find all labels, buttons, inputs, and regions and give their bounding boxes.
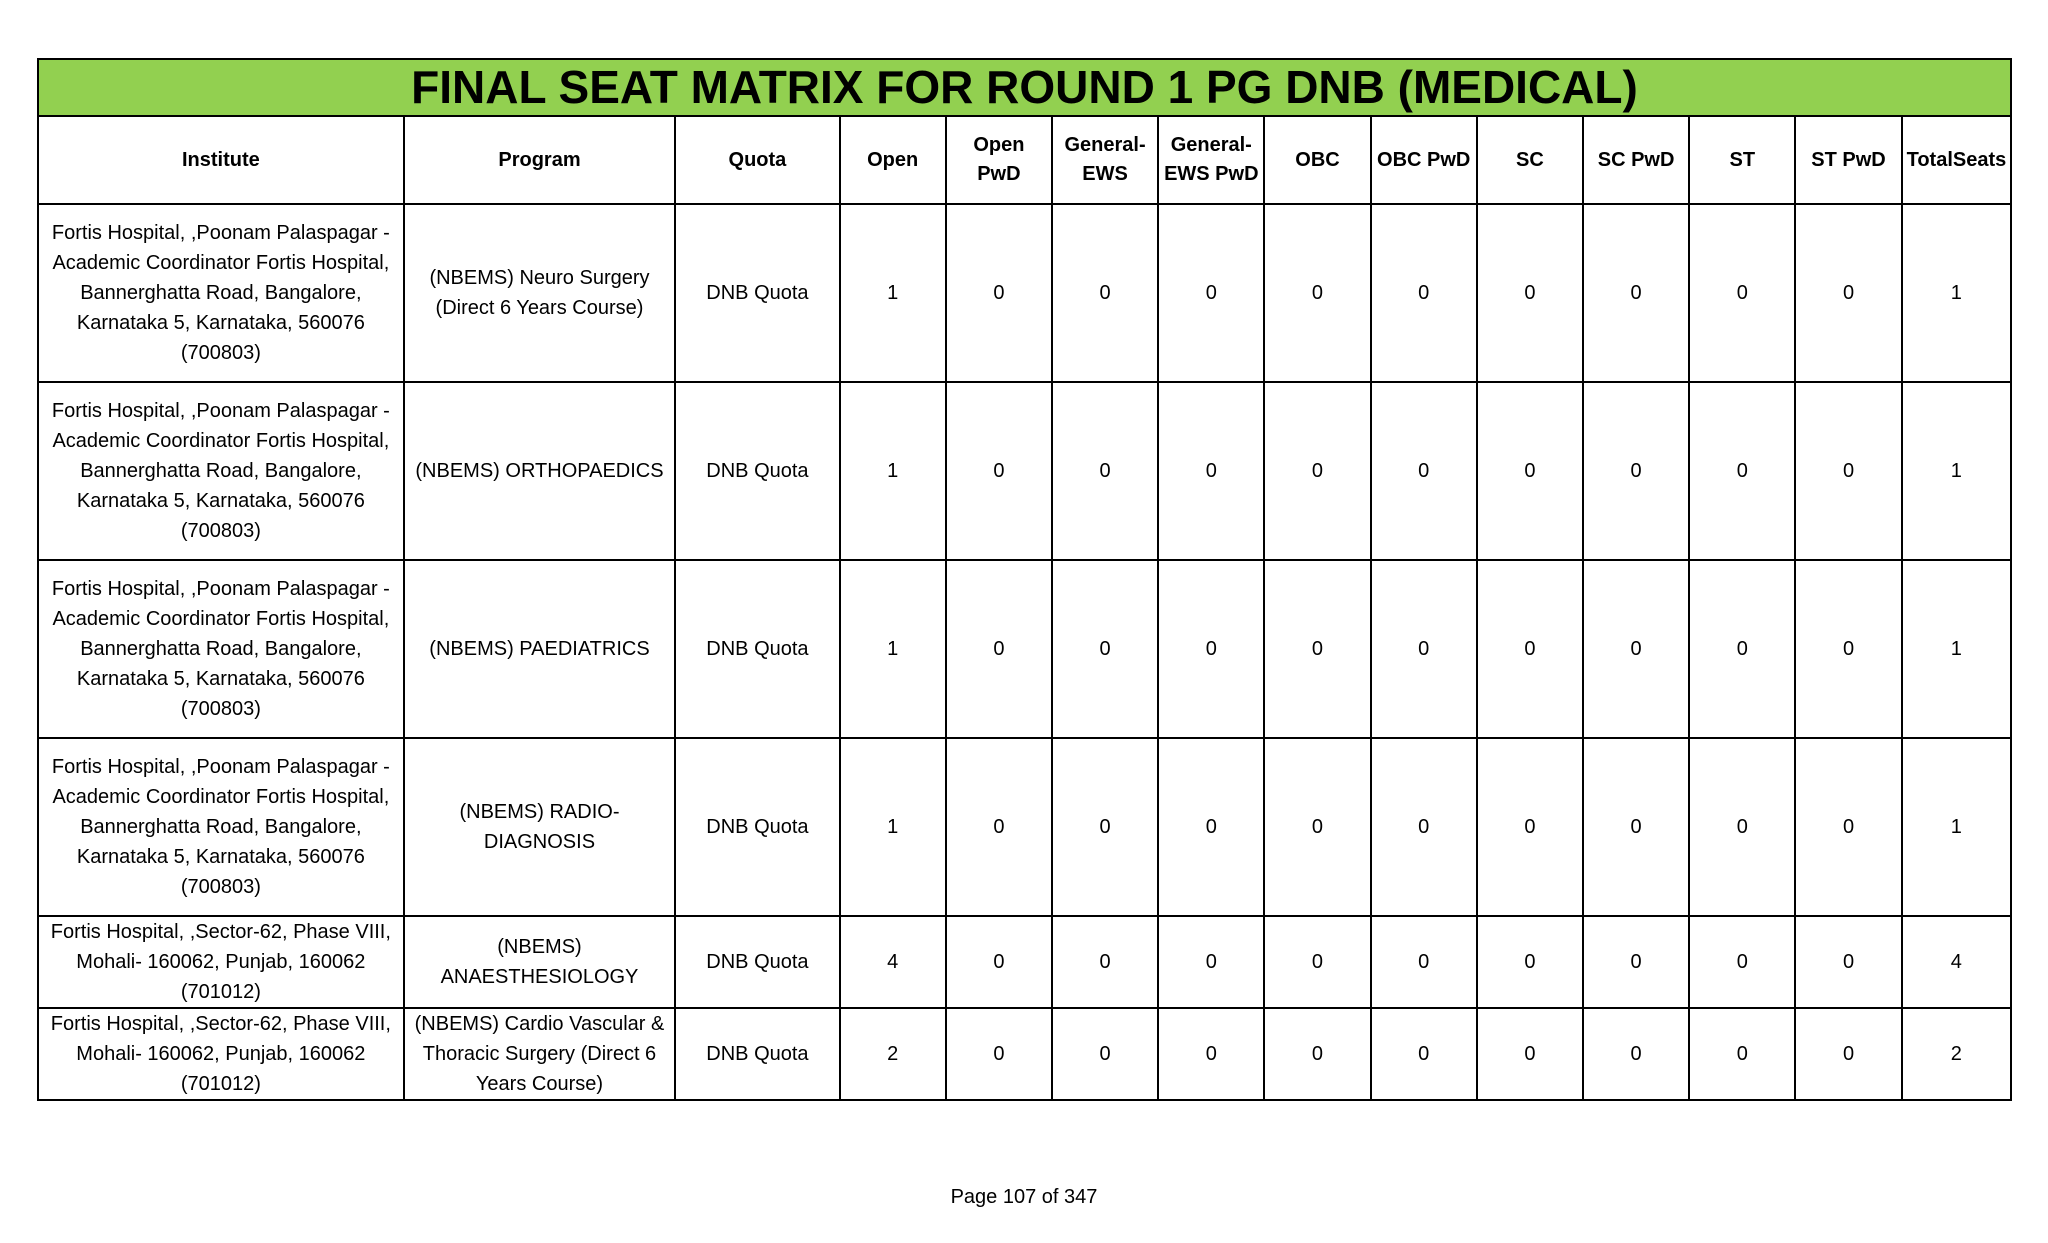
cell-sc-pwd: 0: [1583, 1008, 1689, 1100]
cell-open: 1: [840, 738, 946, 916]
cell-sc-pwd: 0: [1583, 204, 1689, 382]
cell-program: (NBEMS) PAEDIATRICS: [404, 560, 676, 738]
col-header-open-pwd: Open PwD: [946, 116, 1052, 204]
cell-general-ews-pwd: 0: [1158, 204, 1264, 382]
cell-obc-pwd: 0: [1371, 738, 1477, 916]
cell-obc: 0: [1264, 1008, 1370, 1100]
cell-institute: Fortis Hospital, ,Sector-62, Phase VIII, Mohali- 160062, Punjab, 160062 (701012): [38, 916, 404, 1008]
cell-quota: DNB Quota: [675, 1008, 839, 1100]
cell-open-pwd: 0: [946, 916, 1052, 1008]
cell-quota: DNB Quota: [675, 916, 839, 1008]
cell-sc: 0: [1477, 916, 1583, 1008]
cell-open-pwd: 0: [946, 1008, 1052, 1100]
cell-st: 0: [1689, 738, 1795, 916]
cell-sc-pwd: 0: [1583, 382, 1689, 560]
cell-total-seats: 4: [1902, 916, 2011, 1008]
cell-total-seats: 1: [1902, 738, 2011, 916]
cell-st-pwd: 0: [1795, 1008, 1901, 1100]
col-header-obc: OBC: [1264, 116, 1370, 204]
cell-total-seats: 1: [1902, 382, 2011, 560]
cell-general-ews-pwd: 0: [1158, 1008, 1264, 1100]
cell-program: (NBEMS) ORTHOPAEDICS: [404, 382, 676, 560]
cell-open-pwd: 0: [946, 560, 1052, 738]
cell-st: 0: [1689, 1008, 1795, 1100]
cell-institute: Fortis Hospital, ,Poonam Palaspagar - Academic Coordinator Fortis Hospital, Bannerghatta Road, Bangalore, Karnataka 5, Karnataka, 560076 (700803): [38, 204, 404, 382]
cell-quota: DNB Quota: [675, 382, 839, 560]
cell-obc-pwd: 0: [1371, 1008, 1477, 1100]
cell-open: 4: [840, 916, 946, 1008]
cell-total-seats: 2: [1902, 1008, 2011, 1100]
cell-general-ews: 0: [1052, 916, 1158, 1008]
cell-general-ews-pwd: 0: [1158, 916, 1264, 1008]
page-title: FINAL SEAT MATRIX FOR ROUND 1 PG DNB (MEDICAL): [38, 59, 2011, 116]
cell-st: 0: [1689, 916, 1795, 1008]
cell-st-pwd: 0: [1795, 916, 1901, 1008]
cell-general-ews: 0: [1052, 204, 1158, 382]
col-header-open: Open: [840, 116, 946, 204]
cell-obc-pwd: 0: [1371, 560, 1477, 738]
cell-institute: Fortis Hospital, ,Poonam Palaspagar - Academic Coordinator Fortis Hospital, Bannerghatta Road, Bangalore, Karnataka 5, Karnataka, 560076 (700803): [38, 560, 404, 738]
cell-obc-pwd: 0: [1371, 916, 1477, 1008]
cell-program: (NBEMS) ANAESTHESIOLOGY: [404, 916, 676, 1008]
table-row: [38, 204, 2011, 382]
cell-open: 1: [840, 560, 946, 738]
col-header-obc-pwd: OBC PwD: [1371, 116, 1477, 204]
cell-sc: 0: [1477, 204, 1583, 382]
cell-general-ews-pwd: 0: [1158, 738, 1264, 916]
header-row: [38, 116, 2011, 204]
cell-st: 0: [1689, 204, 1795, 382]
cell-general-ews: 0: [1052, 738, 1158, 916]
cell-institute: Fortis Hospital, ,Sector-62, Phase VIII, Mohali- 160062, Punjab, 160062 (701012): [38, 1008, 404, 1100]
table-row: [38, 382, 2011, 560]
seat-matrix-sheet: [37, 58, 2012, 1101]
col-header-general-ews: General-EWS: [1052, 116, 1158, 204]
col-header-sc: SC: [1477, 116, 1583, 204]
cell-st: 0: [1689, 382, 1795, 560]
cell-total-seats: 1: [1902, 560, 2011, 738]
col-header-total-seats: TotalSeats: [1902, 116, 2011, 204]
table-row: [38, 1008, 2011, 1100]
col-header-quota: Quota: [675, 116, 839, 204]
cell-general-ews-pwd: 0: [1158, 560, 1264, 738]
cell-open-pwd: 0: [946, 738, 1052, 916]
cell-sc: 0: [1477, 560, 1583, 738]
cell-general-ews: 0: [1052, 382, 1158, 560]
cell-open: 2: [840, 1008, 946, 1100]
cell-st-pwd: 0: [1795, 204, 1901, 382]
cell-obc: 0: [1264, 382, 1370, 560]
cell-st-pwd: 0: [1795, 738, 1901, 916]
col-header-general-ews-pwd: General-EWS PwD: [1158, 116, 1264, 204]
cell-open: 1: [840, 382, 946, 560]
cell-institute: Fortis Hospital, ,Poonam Palaspagar - Academic Coordinator Fortis Hospital, Bannerghatta Road, Bangalore, Karnataka 5, Karnataka, 560076 (700803): [38, 382, 404, 560]
cell-quota: DNB Quota: [675, 560, 839, 738]
cell-sc-pwd: 0: [1583, 916, 1689, 1008]
cell-open-pwd: 0: [946, 204, 1052, 382]
cell-sc: 0: [1477, 738, 1583, 916]
seat-matrix-table: [37, 58, 2012, 1101]
cell-general-ews: 0: [1052, 1008, 1158, 1100]
col-header-st-pwd: ST PwD: [1795, 116, 1901, 204]
cell-program: (NBEMS) Neuro Surgery (Direct 6 Years Course): [404, 204, 676, 382]
table-row: [38, 738, 2011, 916]
cell-st-pwd: 0: [1795, 382, 1901, 560]
cell-obc: 0: [1264, 738, 1370, 916]
cell-general-ews-pwd: 0: [1158, 382, 1264, 560]
cell-obc: 0: [1264, 916, 1370, 1008]
col-header-institute: Institute: [38, 116, 404, 204]
cell-institute: Fortis Hospital, ,Poonam Palaspagar - Academic Coordinator Fortis Hospital, Bannerghatta Road, Bangalore, Karnataka 5, Karnataka, 560076 (700803): [38, 738, 404, 916]
cell-program: (NBEMS) Cardio Vascular & Thoracic Surgery (Direct 6 Years Course): [404, 1008, 676, 1100]
page-number: Page 107 of 347: [950, 1186, 1098, 1208]
col-header-program: Program: [404, 116, 676, 204]
cell-sc: 0: [1477, 1008, 1583, 1100]
cell-sc-pwd: 0: [1583, 560, 1689, 738]
cell-open-pwd: 0: [946, 382, 1052, 560]
col-header-sc-pwd: SC PwD: [1583, 116, 1689, 204]
cell-program: (NBEMS) RADIO-DIAGNOSIS: [404, 738, 676, 916]
cell-obc: 0: [1264, 560, 1370, 738]
cell-open: 1: [840, 204, 946, 382]
cell-st: 0: [1689, 560, 1795, 738]
cell-quota: DNB Quota: [675, 738, 839, 916]
cell-total-seats: 1: [1902, 204, 2011, 382]
cell-general-ews: 0: [1052, 560, 1158, 738]
col-header-st: ST: [1689, 116, 1795, 204]
cell-obc-pwd: 0: [1371, 382, 1477, 560]
cell-obc: 0: [1264, 204, 1370, 382]
cell-sc-pwd: 0: [1583, 738, 1689, 916]
cell-obc-pwd: 0: [1371, 204, 1477, 382]
cell-quota: DNB Quota: [675, 204, 839, 382]
table-row: [38, 916, 2011, 1008]
cell-st-pwd: 0: [1795, 560, 1901, 738]
cell-sc: 0: [1477, 382, 1583, 560]
table-row: [38, 560, 2011, 738]
